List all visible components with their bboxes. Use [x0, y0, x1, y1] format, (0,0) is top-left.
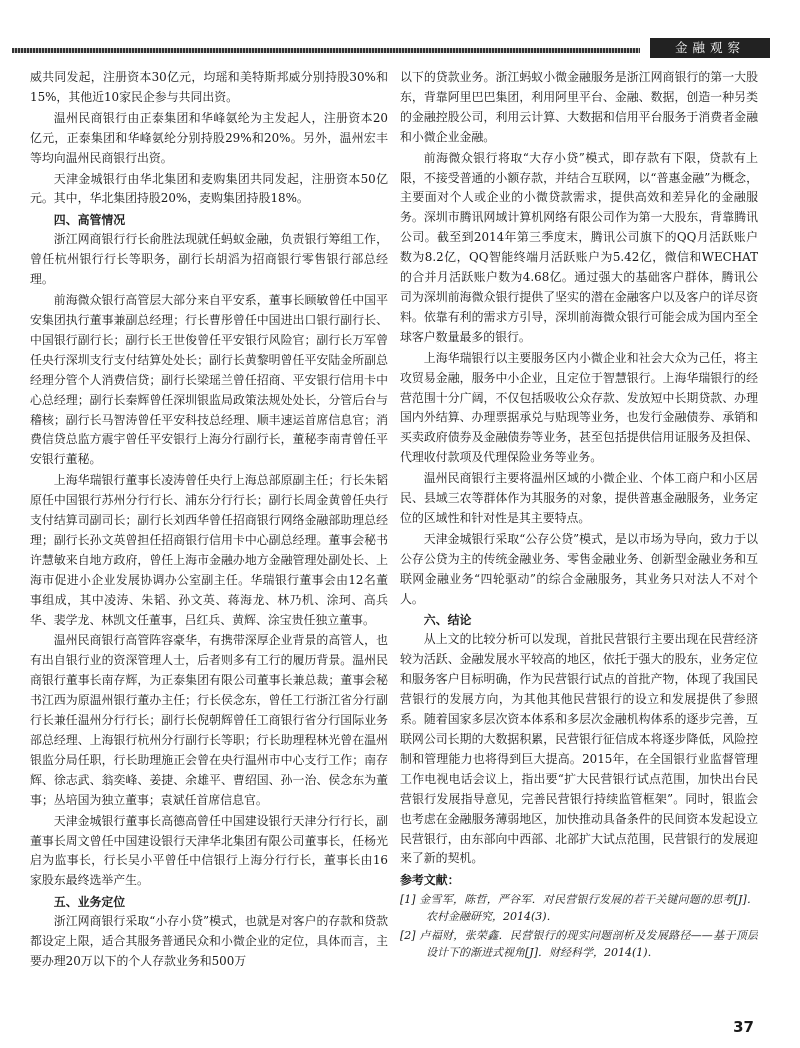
- paragraph: 温州民商银行主要将温州区域的小微企业、个体工商户和小区居民、县域三农等群体作为其服务的对象，提供普惠金融服务，业务定位的区域性和针对性是其主要特点。: [400, 471, 758, 525]
- paragraph: 前海微众银行高管层大部分来自平安系，董事长顾敏曾任中国平安集团执行董事兼副总经理；行长曹彤曾任中国进出口银行副行长、中国银行副行长；副行长王世俊曾任平安银行风险官；副行长万军曾任央行深圳支行支付结算处处长；副行长黄黎明曾任平安陆金所副总经理分管个人消费信贷；副行长梁瑶兰曾任招商、平安银行信用卡中心总经理；副行长秦辉曾任深圳银监局政策法规处处长，分管后台与稽核；副行长马智涛曾任平安科技总经理、顺丰速运首席信息官；消费信贷总监方震宇曾任平安银行上海分行副行长，董秘李南青曾任平安银行董秘。: [30, 293, 388, 467]
- header-rule: [12, 48, 640, 53]
- paragraph: 天津金城银行由华北集团和麦购集团共同发起，注册资本50亿元。其中，华北集团持股20%，麦购集团持股18%。: [30, 171, 388, 206]
- paragraph: 温州民商银行高管阵容豪华，有携带深厚企业背景的高管人，也有出自银行业的资深管理人士，后者则多有工行的履历背景。温州民商银行董事长南存辉，为正泰集团有限公司董事长兼总裁；董事会秘书江西为原温州银行董办主任；行长侯念东，曾任工行浙江省分行副行长兼任温州分行行长；副行长倪朝辉曾任工商银行省分行国际业务部总经理、上海银行杭州分行副行长等职；行长助理程林光曾在温州银监分局任职，行长助理施正会曾在央行温州市中心支行工作；南存辉、徐志武、翁奕峰、姜捷、余雄平、曹绍国、孙一治、侯念东为董事；丛培国为独立董事；袁斌任首席信息官。: [30, 633, 388, 807]
- paragraph: 上海华瑞银行以主要服务区内小微企业和社会大众为己任，将主攻贸易金融，服务中小企业，且定位于智慧银行。上海华瑞银行的经营范围十分广阔，不仅包括吸收公众存款、发放短中长期贷款、办理国内外结算、办理票据承兑与贴现等业务，也发行金融债券、承销和买卖政府债券及金融债券等业务，甚至包括提供信用证服务及担保、代理收付款项及代理保险业务等业务。: [400, 350, 758, 465]
- paragraph: 温州民商银行由正泰集团和华峰氨纶为主发起人，注册资本20亿元，正泰集团和华峰氨纶分别持股29%和20%。另外，温州宏丰等均向温州民商银行出资。: [30, 110, 388, 165]
- section-heading: 六、结论: [423, 613, 472, 628]
- paragraph: 前海微众银行将取“大存小贷”模式，即存款有下限，贷款有上限，不接受普通的小额存款，并结合互联网，以“普惠金融”为概念，主要面对个人或企业的小微贷款需求，提供高效和差异化的金融服务。深圳市腾讯网域计算机网络有限公司作为第一大股东，背靠腾讯公司。截至到2014年第三季度末，腾讯公司旗下的QQ月活跃账户数为8.2亿，QQ智能终端月活跃账户为5.42亿，微信和WECHAT的合并月活跃账户数为4.68亿。通过强大的基础客户群体，腾讯公司为深圳前海微众银行提供了坚实的潜在金融客户以及客户的详尽资料。依靠有利的需求方引导，深圳前海微众银行可能会成为国内至全球客户数量最多的银行。: [400, 150, 758, 344]
- paragraph: 天津金城银行董事长高德高曾任中国建设银行天津分行行长，副董事长周文曾任中国建设银行天津华北集团有限公司董事长，任杨光启为监事长，行长吴小平曾任中信银行上海分行行长，董事长由16家股东最终选举产生。: [30, 813, 388, 888]
- paragraph: 威共同发起，注册资本30亿元，均瑶和美特斯邦威分别持股30%和15%，其他近10家民企参与共同出资。: [30, 70, 388, 104]
- section-heading: 五、业务定位: [53, 895, 126, 910]
- paragraph: 天津金城银行采取“公存公贷”模式，是以市场为导向，致力于以公存公贷为主的传统金融业务、零售金融业务、创新型金融业务和互联网金融业务“四轮驱动”的综合金融服务，其业务只对法人不对个人。: [400, 531, 758, 606]
- paragraph: 从上文的比较分析可以发现，首批民营银行主要出现在民营经济较为活跃、金融发展水平较高的地区，依托于强大的股东，业务定位和服务客户目标明确，作为民营银行试点的首批产物，体现了我国民营银行的发展方向，为其他其他民营银行的设立和发展提供了参照系。随着国家多层次资本体系和多层次金融机构体系的逐步完善，互联网公司长期的大数据积累，民营银行征信成本将逐步降低，风险控制和管理能力也将得到巨大提高。2015年，在全国银行业监督管理工作电视电话会议上，指出要“扩大民营银行试点范围，加快出台民营银行发展指导意见，完善民营银行持续监管框架”。同时，银监会也考虑在金融服务薄弱地区，加快推动具备条件的民间资本发起设立民营银行，由东部向中西部、北部扩大试点范围，民营银行的发展迎来了新的契机。: [400, 632, 758, 866]
- right-column: [400, 68, 758, 998]
- section-badge: 金融观察: [650, 38, 770, 58]
- paragraph: 上海华瑞银行董事长凌涛曾任央行上海总部原副主任；行长朱韬原任中国银行苏州分行行长、浦东分行行长；副行长周金黄曾任央行支付结算司副司长；副行长刘西华曾任招商银行网络金融部助理总经理；副行长孙文英曾担任招商银行信用卡中心副总经理。董事会秘书许慧敏来自地方政府，曾任上海市金融办地方金融管理处副处长、上海市促进小企业发展协调办公室副主任。华瑞银行董事会由12名董事组成，其中凌涛、朱韬、孙文英、蒋海龙、林乃机、涂珂、高兵华、裴学龙、林凯文任董事，吕红兵、黄辉、涂宝贵任独立董事。: [30, 473, 388, 627]
- left-column: [30, 68, 388, 998]
- paragraph: 浙江网商银行采取“小存小贷”模式，也就是对客户的存款和贷款都设定上限，适合其服务普通民众和小微企业的定位，具体而言，主要办理20万以下的个人存款业务和500万: [30, 914, 388, 969]
- paragraph: 浙江网商银行行长俞胜法现就任蚂蚁金融，负责银行筹组工作，曾任杭州银行行长等职务，副行长胡滔为招商银行零售银行部总经理。: [30, 232, 388, 287]
- page-number: 37: [733, 1018, 754, 1036]
- references-heading: 参考文献：: [400, 873, 460, 888]
- section-heading: 四、高管情况: [53, 213, 126, 228]
- reference-item: [2] 卢福财，张荣鑫．民营银行的现实问题剖析及发展路径——基于顶层设计下的渐进式视角[J]．财经科学，2014(1)．: [400, 929, 758, 960]
- reference-item: [1] 金雪军，陈哲，严谷军．对民营银行发展的若干关键问题的思考[J]．农村金融研究，2014(3)．: [400, 893, 758, 924]
- paragraph: 以下的贷款业务。浙江蚂蚁小微金融服务是浙江网商银行的第一大股东，背靠阿里巴巴集团，利用阿里平台、金融、数据，创造一种另类的金融控股公司，利用云计算、大数据和信用平台服务于消费者金融和小微企业金融。: [400, 70, 758, 144]
